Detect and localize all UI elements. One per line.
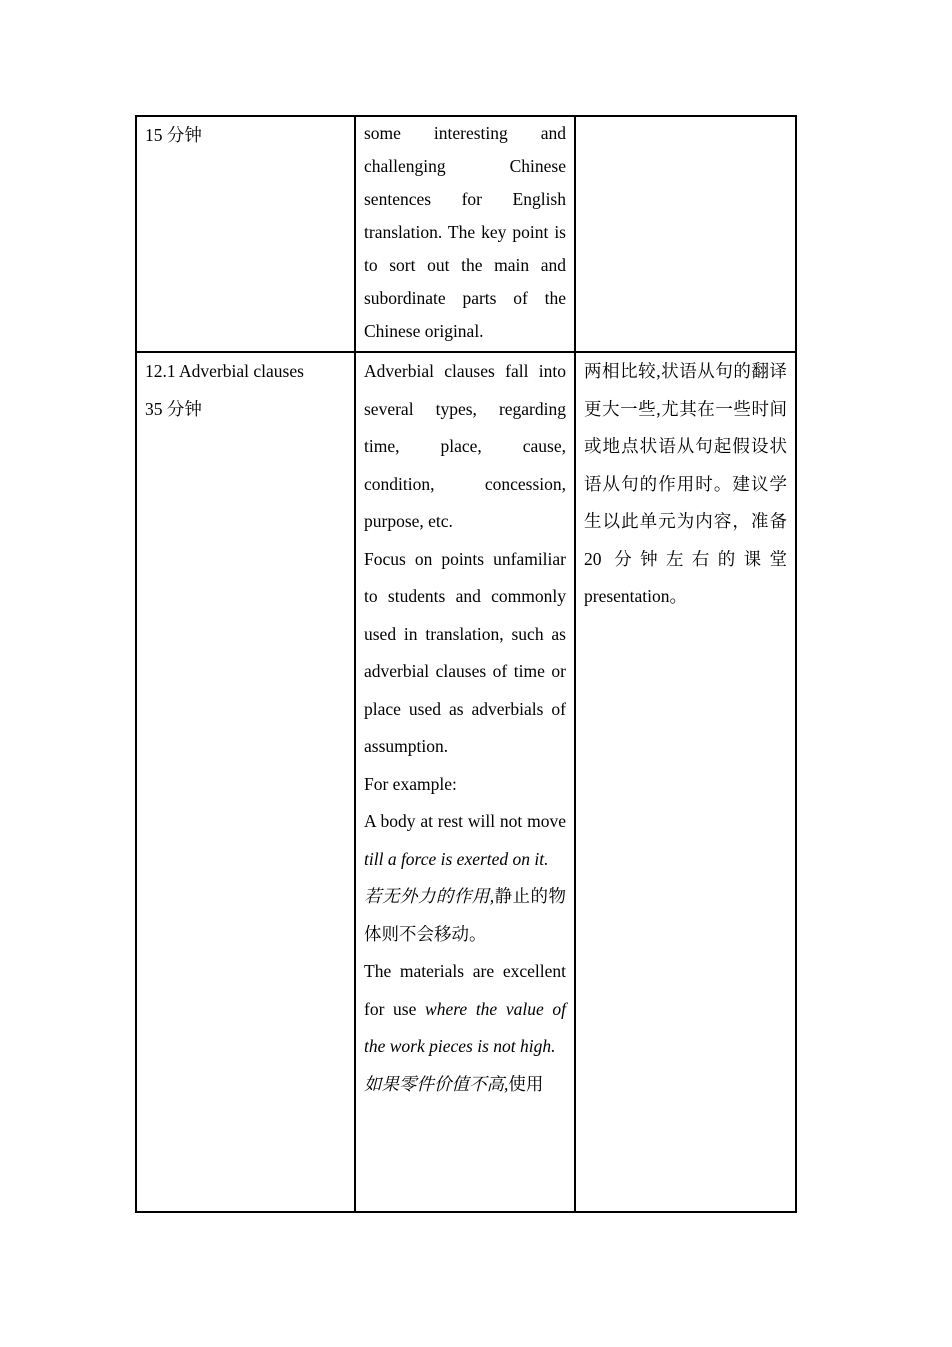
example-clause: till a force is exerted on it. bbox=[364, 848, 549, 869]
content-text: some interesting and challenging Chinese sentences for English translation. The key point is to sort out the main and subordinate parts of the Chinese original. bbox=[364, 123, 566, 341]
table-row bbox=[136, 116, 796, 352]
notes-cell bbox=[575, 352, 796, 1212]
time-cell bbox=[136, 116, 355, 352]
example-1-chinese bbox=[364, 878, 566, 953]
content-cell bbox=[355, 116, 575, 352]
example-translation: 使用 bbox=[508, 1073, 544, 1094]
example-clause-translation: 如果零件价值不高, bbox=[364, 1073, 509, 1094]
example-clause: where the value of the work pieces is not high. bbox=[364, 998, 567, 1056]
duration-text: 15 分钟 bbox=[145, 125, 202, 145]
content-cell bbox=[355, 352, 575, 1212]
example-clause-translation: 若无外力的作用, bbox=[364, 886, 495, 906]
teaching-note: 两相比较,状语从句的翻译更大一些,尤其在一些时间或地点状语从句起假设状语从句的作用时。建议学生以此单元为内容，准备 20 分钟左右的课堂 presentation。 bbox=[584, 361, 787, 606]
duration-text: 35 分钟 bbox=[145, 398, 202, 419]
topic-title: 12.1 Adverbial clauses bbox=[145, 361, 304, 381]
example-label: For example: bbox=[364, 773, 457, 794]
example-1-english bbox=[364, 803, 566, 878]
example-2-chinese bbox=[364, 1066, 566, 1104]
intro-paragraph: Adverbial clauses fall into several types, regarding time, place, cause, condition, concession, purpose, etc. bbox=[364, 361, 566, 531]
focus-paragraph: Focus on points unfamiliar to students and commonly used in translation, such as adverbial clauses of time or place used as adverbials of assumption. bbox=[364, 548, 566, 756]
table-row bbox=[136, 352, 796, 1212]
example-text: A body at rest will not move bbox=[364, 811, 566, 831]
example-translation: 静止的物体则不会移动。 bbox=[364, 886, 567, 944]
notes-cell bbox=[575, 116, 796, 352]
topic-cell bbox=[136, 352, 355, 1212]
lesson-plan-table bbox=[135, 115, 797, 1213]
example-text: The materials are excellent for use bbox=[364, 961, 566, 1019]
example-2-english bbox=[364, 953, 566, 1066]
